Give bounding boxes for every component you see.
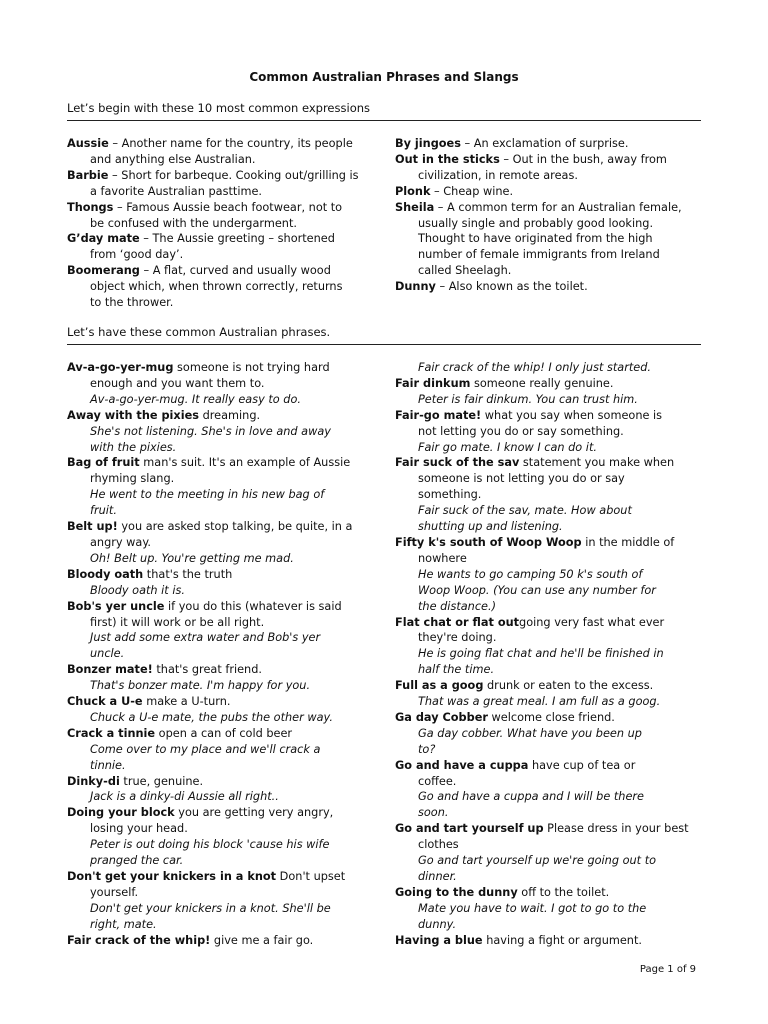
entry-definition-continued: losing your head. [90, 822, 188, 836]
entry-line [395, 279, 715, 295]
entry-term: Aussie [67, 137, 109, 150]
entry-line [395, 535, 715, 551]
glossary-entry [395, 678, 715, 710]
entry-definition: that's great friend. [152, 663, 262, 677]
glossary-entry [67, 662, 367, 694]
glossary-entry [395, 200, 715, 280]
glossary-entry [67, 360, 367, 408]
section-divider [67, 344, 701, 345]
entry-definition: – Another name for the country, its people [108, 137, 353, 150]
entry-term: Chuck a U-e [67, 695, 143, 709]
entry-definition: going very fast what ever [519, 615, 665, 629]
entry-example: shutting up and listening. [418, 520, 563, 534]
entry-example: soon. [418, 806, 449, 820]
entry-definition: that's the truth [143, 567, 233, 581]
entry-term: Go and tart yourself up [395, 822, 544, 836]
entry-term: By jingoes [395, 137, 461, 150]
entry-line [395, 821, 715, 837]
entry-definition-continued: called Sheelagh. [418, 264, 512, 278]
entry-example: Fair crack of the whip! I only just started. [418, 361, 651, 374]
glossary-entry [67, 136, 367, 168]
entry-example: tinnie. [90, 758, 126, 772]
entry-term: Bob's yer uncle [67, 599, 165, 613]
entry-term: Fair-go mate! [395, 408, 482, 422]
entry-line [395, 710, 715, 726]
entry-term: Out in the sticks [395, 152, 500, 166]
entry-example: uncle. [90, 647, 125, 661]
entry-definition: if you do this (whatever is said [164, 599, 342, 613]
entry-definition: have cup of tea or [528, 758, 636, 772]
entry-line [67, 168, 367, 184]
entry-definition: welcome close friend. [487, 710, 615, 724]
entry-definition: someone really genuine. [470, 376, 614, 390]
entry-example: Av-a-go-yer-mug. It really easy to do. [90, 392, 301, 406]
entry-definition-continued: coffee. [418, 774, 457, 788]
entry-term: Boomerang [67, 264, 140, 278]
entry-term: Fair suck of the sav [395, 456, 520, 470]
entry-definition: – A common term for an Australian female, [434, 200, 682, 214]
entry-term: Fair crack of the whip! [67, 933, 211, 947]
entry-example: pranged the car. [90, 854, 184, 868]
phrases-right-column [395, 360, 715, 949]
entry-definition-continued: a favorite Australian pasttime. [90, 184, 263, 198]
entry-line [395, 933, 715, 949]
entry-example: right, mate. [90, 917, 157, 931]
entry-term: Ga day Cobber [395, 710, 488, 724]
entry-definition-continued: first) it will work or be all right. [90, 615, 265, 629]
entry-example: He went to the meeting in his new bag of [90, 488, 325, 502]
entry-definition: off to the toilet. [517, 885, 610, 899]
entry-term: Bag of fruit [67, 456, 140, 470]
entry-term: Belt up! [67, 520, 118, 534]
entry-definition: man's suit. It's an example of Aussie [139, 456, 351, 470]
glossary-entry [395, 152, 715, 184]
entry-example: Come over to my place and we'll crack a [90, 742, 321, 756]
entry-line [395, 678, 715, 694]
section-heading-phrases: Let’s have these common Australian phrases. [67, 325, 331, 339]
entry-example: That was a great meal. I am full as a goog. [418, 695, 661, 709]
entry-term: Don't get your knickers in a knot [67, 870, 277, 883]
entry-line [395, 885, 715, 901]
glossary-entry [67, 455, 367, 519]
entry-example: with the pixies. [90, 440, 177, 454]
glossary-entry [395, 885, 715, 933]
glossary-entry [67, 263, 367, 311]
glossary-entry [395, 535, 715, 615]
entry-example: Fair go mate. I know I can do it. [418, 440, 597, 454]
glossary-entry [395, 184, 715, 200]
entry-example: Go and have a cuppa and I will be there [418, 790, 645, 804]
entry-term: Barbie [67, 168, 109, 182]
document-title: Common Australian Phrases and Slangs [249, 70, 519, 84]
entry-line [395, 184, 715, 200]
entry-example: She's not listening. She's in love and away [90, 424, 331, 438]
entry-definition-continued: yourself. [90, 885, 139, 899]
entry-line [67, 726, 367, 742]
entry-term: Flat chat or flat out [395, 615, 520, 629]
entry-example: the distance.) [418, 599, 496, 613]
entry-definition-continued: they're doing. [418, 631, 497, 645]
entry-definition-continued: to the thrower. [90, 296, 174, 310]
entry-example: Peter is fair dinkum. You can trust him. [418, 392, 638, 406]
entry-example: Chuck a U-e mate, the pubs the other way. [90, 710, 333, 724]
entry-example: Peter is out doing his block 'cause his wife [90, 838, 330, 852]
entry-term: Dinky-di [67, 774, 120, 788]
entry-line [67, 231, 367, 247]
glossary-entry [67, 933, 367, 949]
entry-line [67, 869, 367, 885]
expressions-right-column [395, 136, 715, 295]
entry-term: Go and have a cuppa [395, 758, 529, 772]
entry-line [67, 455, 367, 471]
entry-definition: you are getting very angry, [174, 806, 334, 820]
glossary-entry [67, 408, 367, 456]
glossary-entry [67, 519, 367, 567]
section-divider [67, 120, 701, 121]
entry-term: Doing your block [67, 806, 175, 820]
entry-definition: Don't upset [276, 870, 346, 883]
entry-example: to? [418, 742, 436, 756]
entry-definition: having a fight or argument. [482, 933, 642, 947]
entry-definition-continued: something. [418, 488, 482, 502]
entry-definition-continued: number of female immigrants from Ireland [418, 248, 660, 262]
entry-definition-continued: Thought to have originated from the high [418, 232, 653, 246]
entry-definition: give me a fair go. [210, 933, 314, 947]
entry-example: half the time. [418, 663, 495, 677]
entry-definition: make a U-turn. [142, 695, 231, 709]
phrases-left-column [67, 360, 367, 949]
expressions-left-column [67, 136, 367, 311]
entry-definition: – Out in the bush, away from [499, 152, 667, 166]
entry-definition: someone is not trying hard [173, 361, 330, 374]
entry-line [67, 200, 367, 216]
entry-definition-continued: usually single and probably good looking. [418, 216, 654, 230]
entry-example: fruit. [90, 504, 117, 518]
glossary-entry [67, 168, 367, 200]
entry-line [395, 200, 715, 216]
entry-line [395, 758, 715, 774]
entry-definition-continued: be confused with the undergarment. [90, 216, 297, 230]
entry-definition-continued: and anything else Australian. [90, 152, 256, 166]
entry-example: Fair suck of the sav, mate. How about [418, 504, 632, 518]
entry-line [67, 805, 367, 821]
entry-term: Dunny [395, 280, 436, 294]
entry-example: Woop Woop. (You can use any number for [418, 583, 656, 597]
entry-term: Going to the dunny [395, 885, 518, 899]
entry-definition: – A flat, curved and usually wood [139, 264, 331, 278]
glossary-entry [395, 136, 715, 152]
entry-term: Full as a goog [395, 679, 484, 693]
entry-example: Mate you have to wait. I got to go to the [418, 901, 647, 915]
entry-line [67, 519, 367, 535]
entry-example: dunny. [418, 917, 457, 931]
entry-definition-continued: from ‘good day’. [90, 248, 184, 262]
glossary-entry [67, 599, 367, 663]
entry-definition: Please dress in your best [543, 822, 689, 836]
entry-term: Sheila [395, 200, 435, 214]
entry-definition: – Famous Aussie beach footwear, not to [113, 200, 343, 214]
entry-example: Bloody oath it is. [90, 583, 185, 597]
entry-line [395, 615, 715, 631]
entry-example: Don't get your knickers in a knot. She'll be [90, 901, 331, 915]
entry-definition: true, genuine. [119, 774, 204, 788]
entry-example: Ga day cobber. What have you been up [418, 726, 642, 740]
entry-term: G’day mate [67, 232, 140, 246]
entry-definition: – The Aussie greeting – shortened [139, 232, 335, 246]
glossary-entry [395, 455, 715, 535]
entry-definition: drunk or eaten to the excess. [483, 679, 654, 693]
entry-example: Jack is a dinky-di Aussie all right.. [90, 790, 279, 804]
entry-definition: statement you make when [519, 456, 675, 470]
entry-example: Oh! Belt up. You're getting me mad. [90, 551, 294, 565]
entry-line [395, 408, 715, 424]
entry-example: Go and tart yourself up we're going out to [418, 854, 657, 868]
entry-definition: what you say when someone is [481, 408, 663, 422]
entry-line [67, 408, 367, 424]
glossary-entry [395, 279, 715, 295]
glossary-entry [67, 726, 367, 774]
entry-term: Bonzer mate! [67, 663, 153, 677]
entry-definition: dreaming. [198, 408, 261, 422]
entry-definition: open a can of cold beer [155, 726, 293, 740]
entry-term: Plonk [395, 184, 431, 198]
entry-example: That's bonzer mate. I'm happy for you. [90, 679, 311, 693]
glossary-entry [67, 567, 367, 599]
entry-line [67, 567, 367, 583]
entry-example: He wants to go camping 50 k's south of [418, 567, 643, 581]
glossary-entry [395, 360, 715, 376]
entry-definition-continued: object which, when thrown correctly, returns [90, 280, 343, 294]
entry-term: Fair dinkum [395, 376, 471, 390]
entry-definition: – Also known as the toilet. [435, 280, 588, 294]
entry-line [67, 136, 367, 152]
entry-line [67, 694, 367, 710]
entry-definition-continued: someone is not letting you do or say [418, 472, 625, 486]
entry-line [67, 360, 367, 376]
entry-definition-continued: enough and you want them to. [90, 376, 265, 390]
entry-line [395, 455, 715, 471]
entry-definition: – An exclamation of surprise. [460, 137, 629, 150]
glossary-entry [67, 774, 367, 806]
glossary-entry [395, 615, 715, 679]
entry-line [67, 662, 367, 678]
section-heading-expressions: Let’s begin with these 10 most common expressions [67, 101, 371, 115]
glossary-entry [67, 694, 367, 726]
entry-definition-continued: not letting you do or say something. [418, 424, 624, 438]
glossary-entry [67, 805, 367, 869]
glossary-entry [395, 758, 715, 822]
entry-line [395, 152, 715, 168]
entry-definition: in the middle of [581, 535, 675, 549]
entry-definition: – Short for barbeque. Cooking out/grilling is [108, 168, 359, 182]
glossary-entry [395, 821, 715, 885]
glossary-entry [395, 710, 715, 758]
entry-line [395, 376, 715, 392]
glossary-entry [395, 933, 715, 949]
entry-definition: you are asked stop talking, be quite, in a [117, 520, 353, 534]
entry-line [67, 933, 367, 949]
entry-definition-continued: nowhere [418, 551, 467, 565]
entry-definition-continued: angry way. [90, 535, 152, 549]
entry-term: Crack a tinnie [67, 726, 156, 740]
glossary-entry [67, 200, 367, 232]
entry-definition: – Cheap wine. [430, 184, 514, 198]
glossary-entry [67, 869, 367, 933]
entry-line [67, 599, 367, 615]
entry-term: Having a blue [395, 933, 483, 947]
glossary-entry [395, 376, 715, 408]
entry-term: Bloody oath [67, 567, 144, 581]
entry-example: Just add some extra water and Bob's yer [90, 631, 321, 645]
entry-line [67, 263, 367, 279]
entry-line [67, 774, 367, 790]
entry-definition-continued: clothes [418, 838, 459, 852]
glossary-entry [67, 231, 367, 263]
page-number: Page 1 of 9 [639, 964, 696, 975]
entry-line [395, 136, 715, 152]
glossary-entry [395, 408, 715, 456]
entry-definition-continued: civilization, in remote areas. [418, 168, 578, 182]
entry-example: He is going flat chat and he'll be finished in [418, 647, 664, 661]
entry-example: dinner. [418, 870, 457, 883]
entry-definition-continued: rhyming slang. [90, 472, 175, 486]
entry-term: Away with the pixies [67, 408, 199, 422]
entry-term: Av-a-go-yer-mug [67, 361, 174, 374]
entry-term: Fifty k's south of Woop Woop [395, 535, 582, 549]
entry-term: Thongs [67, 200, 114, 214]
